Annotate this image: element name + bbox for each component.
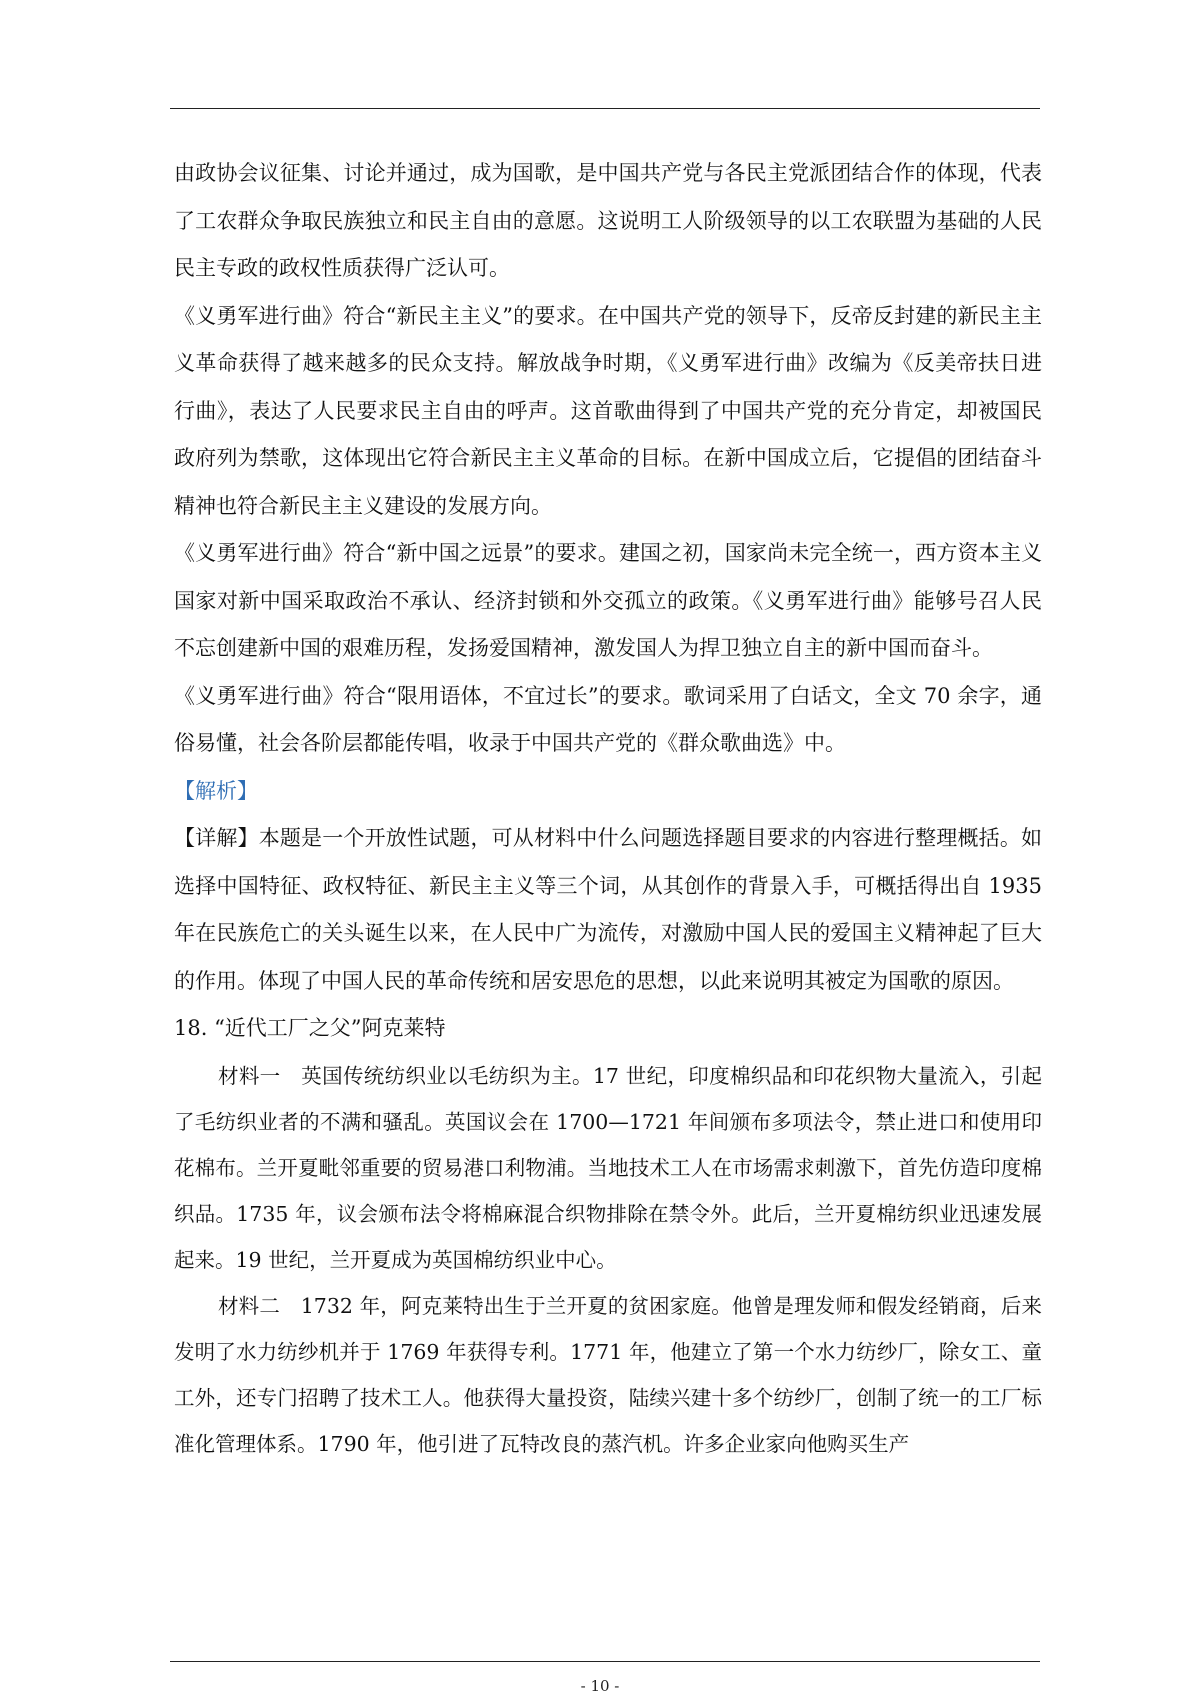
header-rule bbox=[170, 108, 1040, 109]
document-body bbox=[174, 150, 1042, 1467]
analysis-heading: 【解析】 bbox=[174, 778, 258, 803]
paragraph-new-china-vision: 《义勇军进行曲》符合“新中国之远景”的要求。建国之初，国家尚未完全统一，西方资本主义国家对新中国采取政治不承认、经济封锁和外交孤立的政策。《义勇军进行曲》能够号召人民不忘创建新中国的艰难历程，发扬爱国精神，激发国人为捍卫独立自主的新中国而奋斗。 bbox=[174, 541, 1042, 660]
material-one: 材料一 英国传统纺织业以毛纺织为主。17 世纪，印度棉织品和印花织物大量流入，引起了毛纺织业者的不满和骚乱。英国议会在 1700—1721 年间颁布多项法令，禁止进口和使用印花棉布。兰开夏毗邻重要的贸易港口利物浦。当地技术工人在市场需求刺激下，首先仿造印度棉织品。1735 年，议会颁布法令将棉麻混合织物排除在禁令外。此后，兰开夏棉纺织业迅速发展起来。19 世纪，兰开夏成为英国棉纺织业中心。 bbox=[174, 1063, 1042, 1272]
page-number: - 10 - bbox=[580, 1677, 620, 1695]
material-two: 材料二 1732 年，阿克莱特出生于兰开夏的贫困家庭。他曾是理发师和假发经销商，后来发明了水力纺纱机并于 1769 年获得专利。1771 年，他建立了第一个水力纺纱厂，除女工、童工外，还专门招聘了技术工人。他获得大量投资，陆续兴建十多个纺纱厂，创制了统一的工厂标准化管理体系。1790 年，他引进了瓦特改良的蒸汽机。许多企业家向他购买生产 bbox=[174, 1293, 1042, 1456]
footer-rule bbox=[170, 1661, 1040, 1662]
question-18-title: 18. “近代工厂之父”阿克莱特 bbox=[174, 1016, 446, 1040]
paragraph-national-anthem-adoption: 由政协会议征集、讨论并通过，成为国歌，是中国共产党与各民主党派团结合作的体现，代表了工农群众争取民族独立和民主自由的意愿。这说明工人阶级领导的以工农联盟为基础的人民民主专政的政权性质获得广泛认可。 bbox=[174, 161, 1042, 280]
paragraph-concise-language: 《义勇军进行曲》符合“限用语体，不宜过长”的要求。歌词采用了白话文，全文 70 余字，通俗易懂，社会各阶层都能传唱，收录于中国共产党的《群众歌曲选》中。 bbox=[174, 683, 1042, 755]
paragraph-explanation: 【详解】本题是一个开放性试题，可从材料中什么问题选择题目要求的内容进行整理概括。如选择中国特征、政权特征、新民主主义等三个词，从其创作的背景入手，可概括得出自 1935 年在民族危亡的关头诞生以来，在人民中广为流传，对激励中国人民的爱国主义精神起了巨大的作用。体现了中国人民的革命传统和居安思危的思想，以此来说明其被定为国歌的原因。 bbox=[174, 826, 1042, 993]
paragraph-new-democracy: 《义勇军进行曲》符合“新民主主义”的要求。在中国共产党的领导下，反帝反封建的新民主主义革命获得了越来越多的民众支持。解放战争时期，《义勇军进行曲》改编为《反美帝扶日进行曲》，表达了人民要求民主自由的呼声。这首歌曲得到了中国共产党的充分肯定，却被国民政府列为禁歌，这体现出它符合新民主主义革命的目标。在新中国成立后，它提倡的团结奋斗精神也符合新民主主义建设的发展方向。 bbox=[174, 303, 1042, 518]
